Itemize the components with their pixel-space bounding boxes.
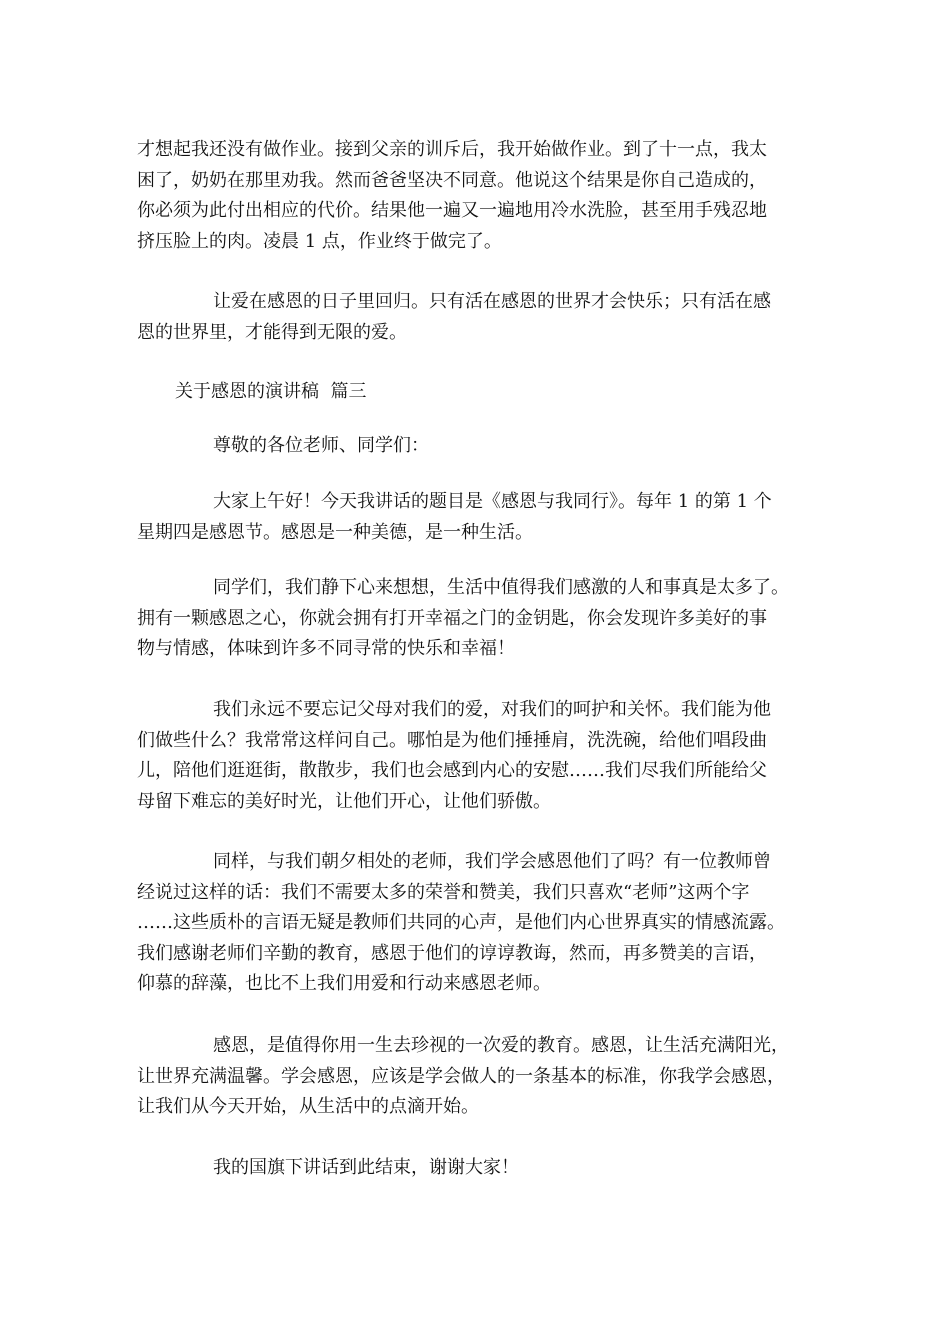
paragraph-line: 星期四是感恩节。感恩是一种美德，是一种生活。 [137, 521, 533, 543]
paragraph-line: 大家上午好！今天我讲话的题目是《感恩与我同行》。每年 1 的第 1 个 [213, 491, 772, 512]
paragraph-line: 们做些什么？我常常这样问自己。哪怕是为他们捶捶肩，洗洗碗，给他们唱段曲 [137, 729, 767, 751]
paragraph-1 [137, 135, 817, 257]
paragraph-line: 你必须为此付出相应的代价。结果他一遍又一遍地用冷水洗脸，甚至用手残忍地 [137, 200, 767, 221]
paragraph-line: 经说过这样的话：我们不需要太多的荣誉和赞美，我们只喜欢“老师”这两个字 [137, 881, 750, 903]
paragraph-line: 感恩，是值得你用一生去珍视的一次爱的教育。感恩，让生活充满阳光， [213, 1035, 789, 1056]
paragraph-line: 我们永远不要忘记父母对我们的爱，对我们的呵护和关怀。我们能为他 [213, 699, 771, 720]
section-heading: 关于感恩的演讲稿 篇三 [175, 381, 367, 402]
paragraph-line: 拥有一颗感恩之心，你就会拥有打开幸福之门的金钥匙，你会发现许多美好的事 [137, 607, 767, 629]
paragraph-line: 我的国旗下讲话到此结束，谢谢大家！ [213, 1157, 519, 1178]
paragraph-line: 同学们，我们静下心来想想，生活中值得我们感激的人和事真是太多了。 [213, 577, 789, 598]
paragraph-line: 尊敬的各位老师、同学们： [213, 435, 429, 456]
paragraph-8 [137, 1031, 817, 1123]
paragraph-line: 才想起我还没有做作业。接到父亲的训斥后，我开始做作业。到了十一点，我太 [137, 139, 767, 160]
paragraph-7 [137, 847, 817, 1000]
paragraph-line: 仰慕的辞藻，也比不上我们用爱和行动来感恩老师。 [137, 973, 551, 994]
paragraph-line: 挤压脸上的肉。凌晨 1 点，作业终于做完了。 [137, 230, 502, 252]
paragraph-6 [137, 695, 817, 817]
paragraph-line: 同样，与我们朝夕相处的老师，我们学会感恩他们了吗？有一位教师曾 [213, 851, 771, 872]
paragraph-line: 我们感谢老师们辛勤的教育，感恩于他们的谆谆教诲，然而，再多赞美的言语， [137, 942, 767, 964]
paragraph-2 [137, 287, 817, 348]
paragraph-line: 儿，陪他们逛逛街，散散步，我们也会感到内心的安慰……我们尽我们所能给父 [137, 760, 767, 781]
paragraph-line: 让世界充满温馨。学会感恩，应该是学会做人的一条基本的标准，你我学会感恩， [137, 1065, 785, 1087]
paragraph-salutation [137, 431, 817, 462]
paragraph-line: 母留下难忘的美好时光，让他们开心，让他们骄傲。 [137, 790, 551, 812]
paragraph-line: 让爱在感恩的日子里回归。只有活在感恩的世界才会快乐；只有活在感 [213, 291, 771, 312]
paragraph-4 [137, 487, 817, 548]
paragraph-line: 让我们从今天开始，从生活中的点滴开始。 [137, 1096, 479, 1117]
paragraph-closing [137, 1153, 817, 1184]
paragraph-5 [137, 573, 817, 665]
paragraph-line: 困了，奶奶在那里劝我。然而爸爸坚决不同意。他说这个结果是你自己造成的， [137, 169, 767, 191]
paragraph-line: 物与情感，体味到许多不同寻常的快乐和幸福！ [137, 638, 515, 659]
paragraph-line: 恩的世界里，才能得到无限的爱。 [137, 321, 407, 343]
paragraph-line: ……这些质朴的言语无疑是教师们共同的心声，是他们内心世界真实的情感流露。 [137, 912, 785, 933]
